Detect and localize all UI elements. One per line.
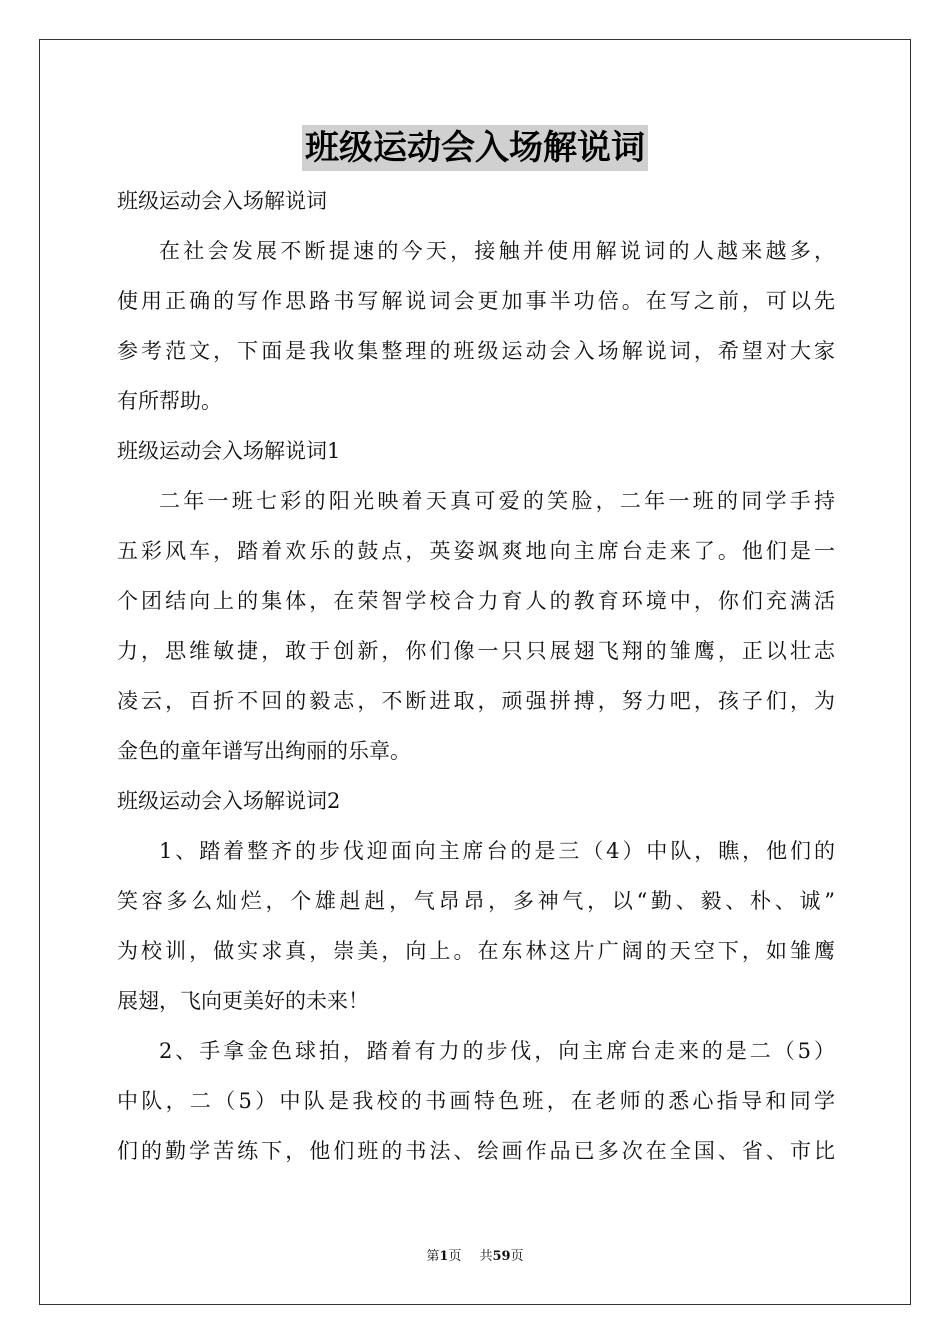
section-2-paragraph-1 xyxy=(117,826,835,1026)
paragraph-line: 笑容多么灿烂，个雄赳赳，气昂昂，多神气，以“勤、毅、朴、诚” xyxy=(117,889,835,913)
document-title: 班级运动会入场解说词 xyxy=(302,125,648,171)
section-heading-2: 班级运动会入场解说词2 xyxy=(117,789,341,813)
paragraph-line: 金色的童年谱写出绚丽的乐章。 xyxy=(117,739,411,763)
paragraph-line: 凌云，百折不回的毅志，不断进取，顽强拼搏，努力吧，孩子们，为 xyxy=(117,689,835,713)
page-number: 1 xyxy=(439,1249,449,1264)
section-2-paragraph-2 xyxy=(117,1026,835,1176)
intro-paragraph xyxy=(117,226,835,426)
paragraph-line: 有所帮助。 xyxy=(117,389,222,413)
paragraph-line: 们的勤学苦练下，他们班的书法、绘画作品已多次在全国、省、市比 xyxy=(117,1139,835,1163)
total-prefix: 共 xyxy=(479,1249,493,1264)
title-block xyxy=(0,125,950,171)
paragraph-line: 五彩风车，踏着欢乐的鼓点，英姿飒爽地向主席台走来了。他们是一 xyxy=(117,539,835,563)
document-subtitle: 班级运动会入场解说词 xyxy=(117,189,327,213)
page-footer xyxy=(0,1248,950,1266)
paragraph-line: 2、手拿金色球拍，踏着有力的步伐，向主席台走来的是二（5） xyxy=(159,1039,835,1063)
paragraph-line: 中队，二（5）中队是我校的书画特色班，在老师的悉心指导和同学 xyxy=(117,1089,835,1113)
section-1-paragraph xyxy=(117,476,835,776)
total-pages: 59 xyxy=(492,1249,511,1264)
page-suffix: 页 xyxy=(448,1249,462,1264)
paragraph-line: 参考范文，下面是我收集整理的班级运动会入场解说词，希望对大家 xyxy=(117,339,835,363)
page-prefix: 第 xyxy=(426,1249,440,1264)
document-body xyxy=(117,176,835,1176)
paragraph-line: 使用正确的写作思路书写解说词会更加事半功倍。在写之前，可以先 xyxy=(117,289,835,313)
paragraph-line: 个团结向上的集体，在荣智学校合力育人的教育环境中，你们充满活 xyxy=(117,589,835,613)
paragraph-line: 展翅，飞向更美好的未来！ xyxy=(117,989,369,1013)
paragraph-line: 在社会发展不断提速的今天，接触并使用解说词的人越来越多， xyxy=(159,239,835,263)
section-heading-1: 班级运动会入场解说词1 xyxy=(117,439,341,463)
total-suffix: 页 xyxy=(510,1249,524,1264)
paragraph-line: 力，思维敏捷，敢于创新，你们像一只只展翅飞翔的雏鹰，正以壮志 xyxy=(117,639,835,663)
paragraph-line: 1、踏着整齐的步伐迎面向主席台的是三（4）中队，瞧，他们的 xyxy=(159,839,835,863)
paragraph-line: 为校训，做实求真，崇美，向上。在东林这片广阔的天空下，如雏鹰 xyxy=(117,939,835,963)
paragraph-line: 二年一班七彩的阳光映着天真可爱的笑脸，二年一班的同学手持 xyxy=(159,489,835,513)
